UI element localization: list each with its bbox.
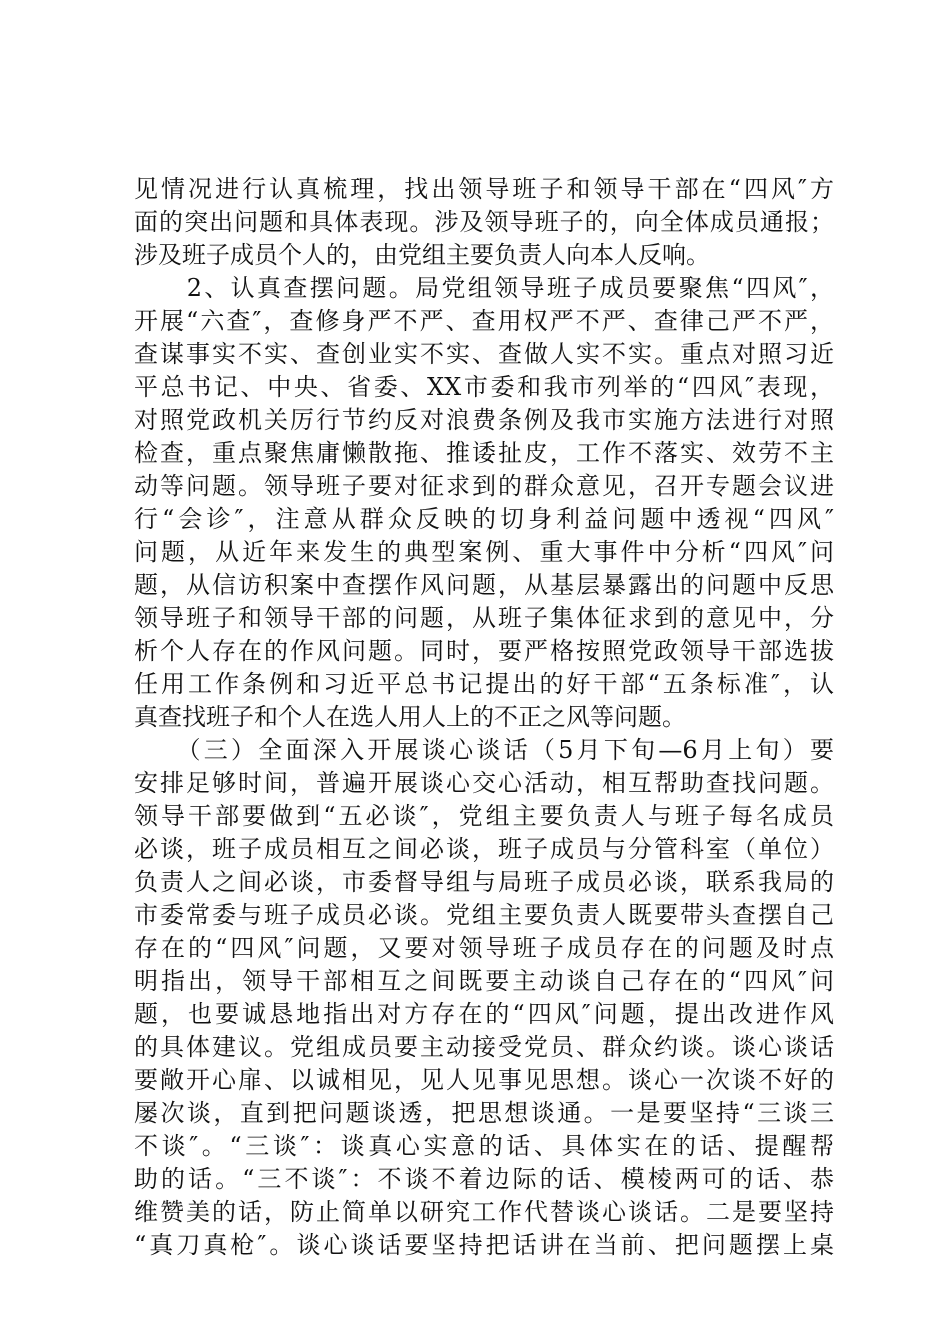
text-line: 涉及班子成员个人的，由党组主要负责人向本人反响。	[134, 241, 710, 269]
text-line: 助的话。“三不谈″：不谈不着边际的话、模棱两可的话、恭	[134, 1165, 834, 1193]
text-line: 真查找班子和个人在选人用人上的不正之风等问题。	[134, 703, 686, 731]
text-line: 查谋事实不实、查创业实不实、查做人实不实。重点对照习近	[134, 340, 834, 368]
text-line: （三）全面深入开展谈心谈话（5月下旬—6月上旬）要	[134, 736, 834, 764]
text-line: 题，也要诚恳地指出对方存在的“四风″问题，提出改进作风	[134, 1000, 834, 1028]
text-line: 题，从信访积案中查摆作风问题，从基层暴露出的问题中反思	[134, 571, 834, 599]
text-line: 安排足够时间，普遍开展谈心交心活动，相互帮助查找问题。	[134, 769, 834, 797]
text-line: 面的突出问题和具体表现。涉及领导班子的，向全体成员通报；	[134, 208, 834, 236]
text-line: “真刀真枪″。谈心谈话要坚持把话讲在当前、把问题摆上桌	[134, 1231, 834, 1259]
text-line: 见情况进行认真梳理，找出领导班子和领导干部在“四风″方	[134, 175, 834, 203]
body-text	[134, 173, 834, 1262]
text-line: 不谈″。“三谈″：谈真心实意的话、具体实在的话、提醒帮	[134, 1132, 834, 1160]
text-line: 屡次谈，直到把问题谈透，把思想谈通。一是要坚持“三谈三	[134, 1099, 834, 1127]
text-line: 问题，从近年来发生的典型案例、重大事件中分析“四风″问	[134, 538, 834, 566]
text-line: 必谈，班子成员相互之间必谈，班子成员与分管科室（单位）	[134, 835, 834, 863]
text-line: 2、认真查摆问题。局党组领导班子成员要聚焦“四风″，	[134, 274, 834, 302]
text-line: 领导班子和领导干部的问题，从班子集体征求到的意见中，分	[134, 604, 834, 632]
text-line: 动等问题。领导班子要对征求到的群众意见，召开专题会议进	[134, 472, 834, 500]
text-line: 负责人之间必谈，市委督导组与局班子成员必谈，联系我局的	[134, 868, 834, 896]
text-line: 领导干部要做到“五必谈″，党组主要负责人与班子每名成员	[134, 802, 834, 830]
text-line: 市委常委与班子成员必谈。党组主要负责人既要带头查摆自己	[134, 901, 834, 929]
text-line: 任用工作条例和习近平总书记提出的好干部“五条标准″，认	[134, 670, 834, 698]
text-line: 析个人存在的作风问题。同时，要严格按照党政领导干部选拔	[134, 637, 834, 665]
text-line: 开展“六查″，查修身严不严、查用权严不严、查律己严不严，	[134, 307, 834, 335]
text-line: 行“会诊″，注意从群众反映的切身利益问题中透视“四风″	[134, 505, 834, 533]
text-line: 平总书记、中央、省委、XX市委和我市列举的“四风″表现，	[134, 373, 834, 401]
text-line: 明指出，领导干部相互之间既要主动谈自己存在的“四风″问	[134, 967, 834, 995]
text-line: 对照党政机关厉行节约反对浪费条例及我市实施方法进行对照	[134, 406, 834, 434]
text-line: 维赞美的话，防止简单以研究工作代替谈心谈话。二是要坚持	[134, 1198, 834, 1226]
text-line: 的具体建议。党组成员要主动接受党员、群众约谈。谈心谈话	[134, 1033, 834, 1061]
text-line: 要敞开心扉、以诚相见，见人见事见思想。谈心一次谈不好的	[134, 1066, 834, 1094]
text-line: 存在的“四风″问题，又要对领导班子成员存在的问题及时点	[134, 934, 834, 962]
text-line: 检查，重点聚焦庸懒散拖、推诿扯皮，工作不落实、效劳不主	[134, 439, 834, 467]
